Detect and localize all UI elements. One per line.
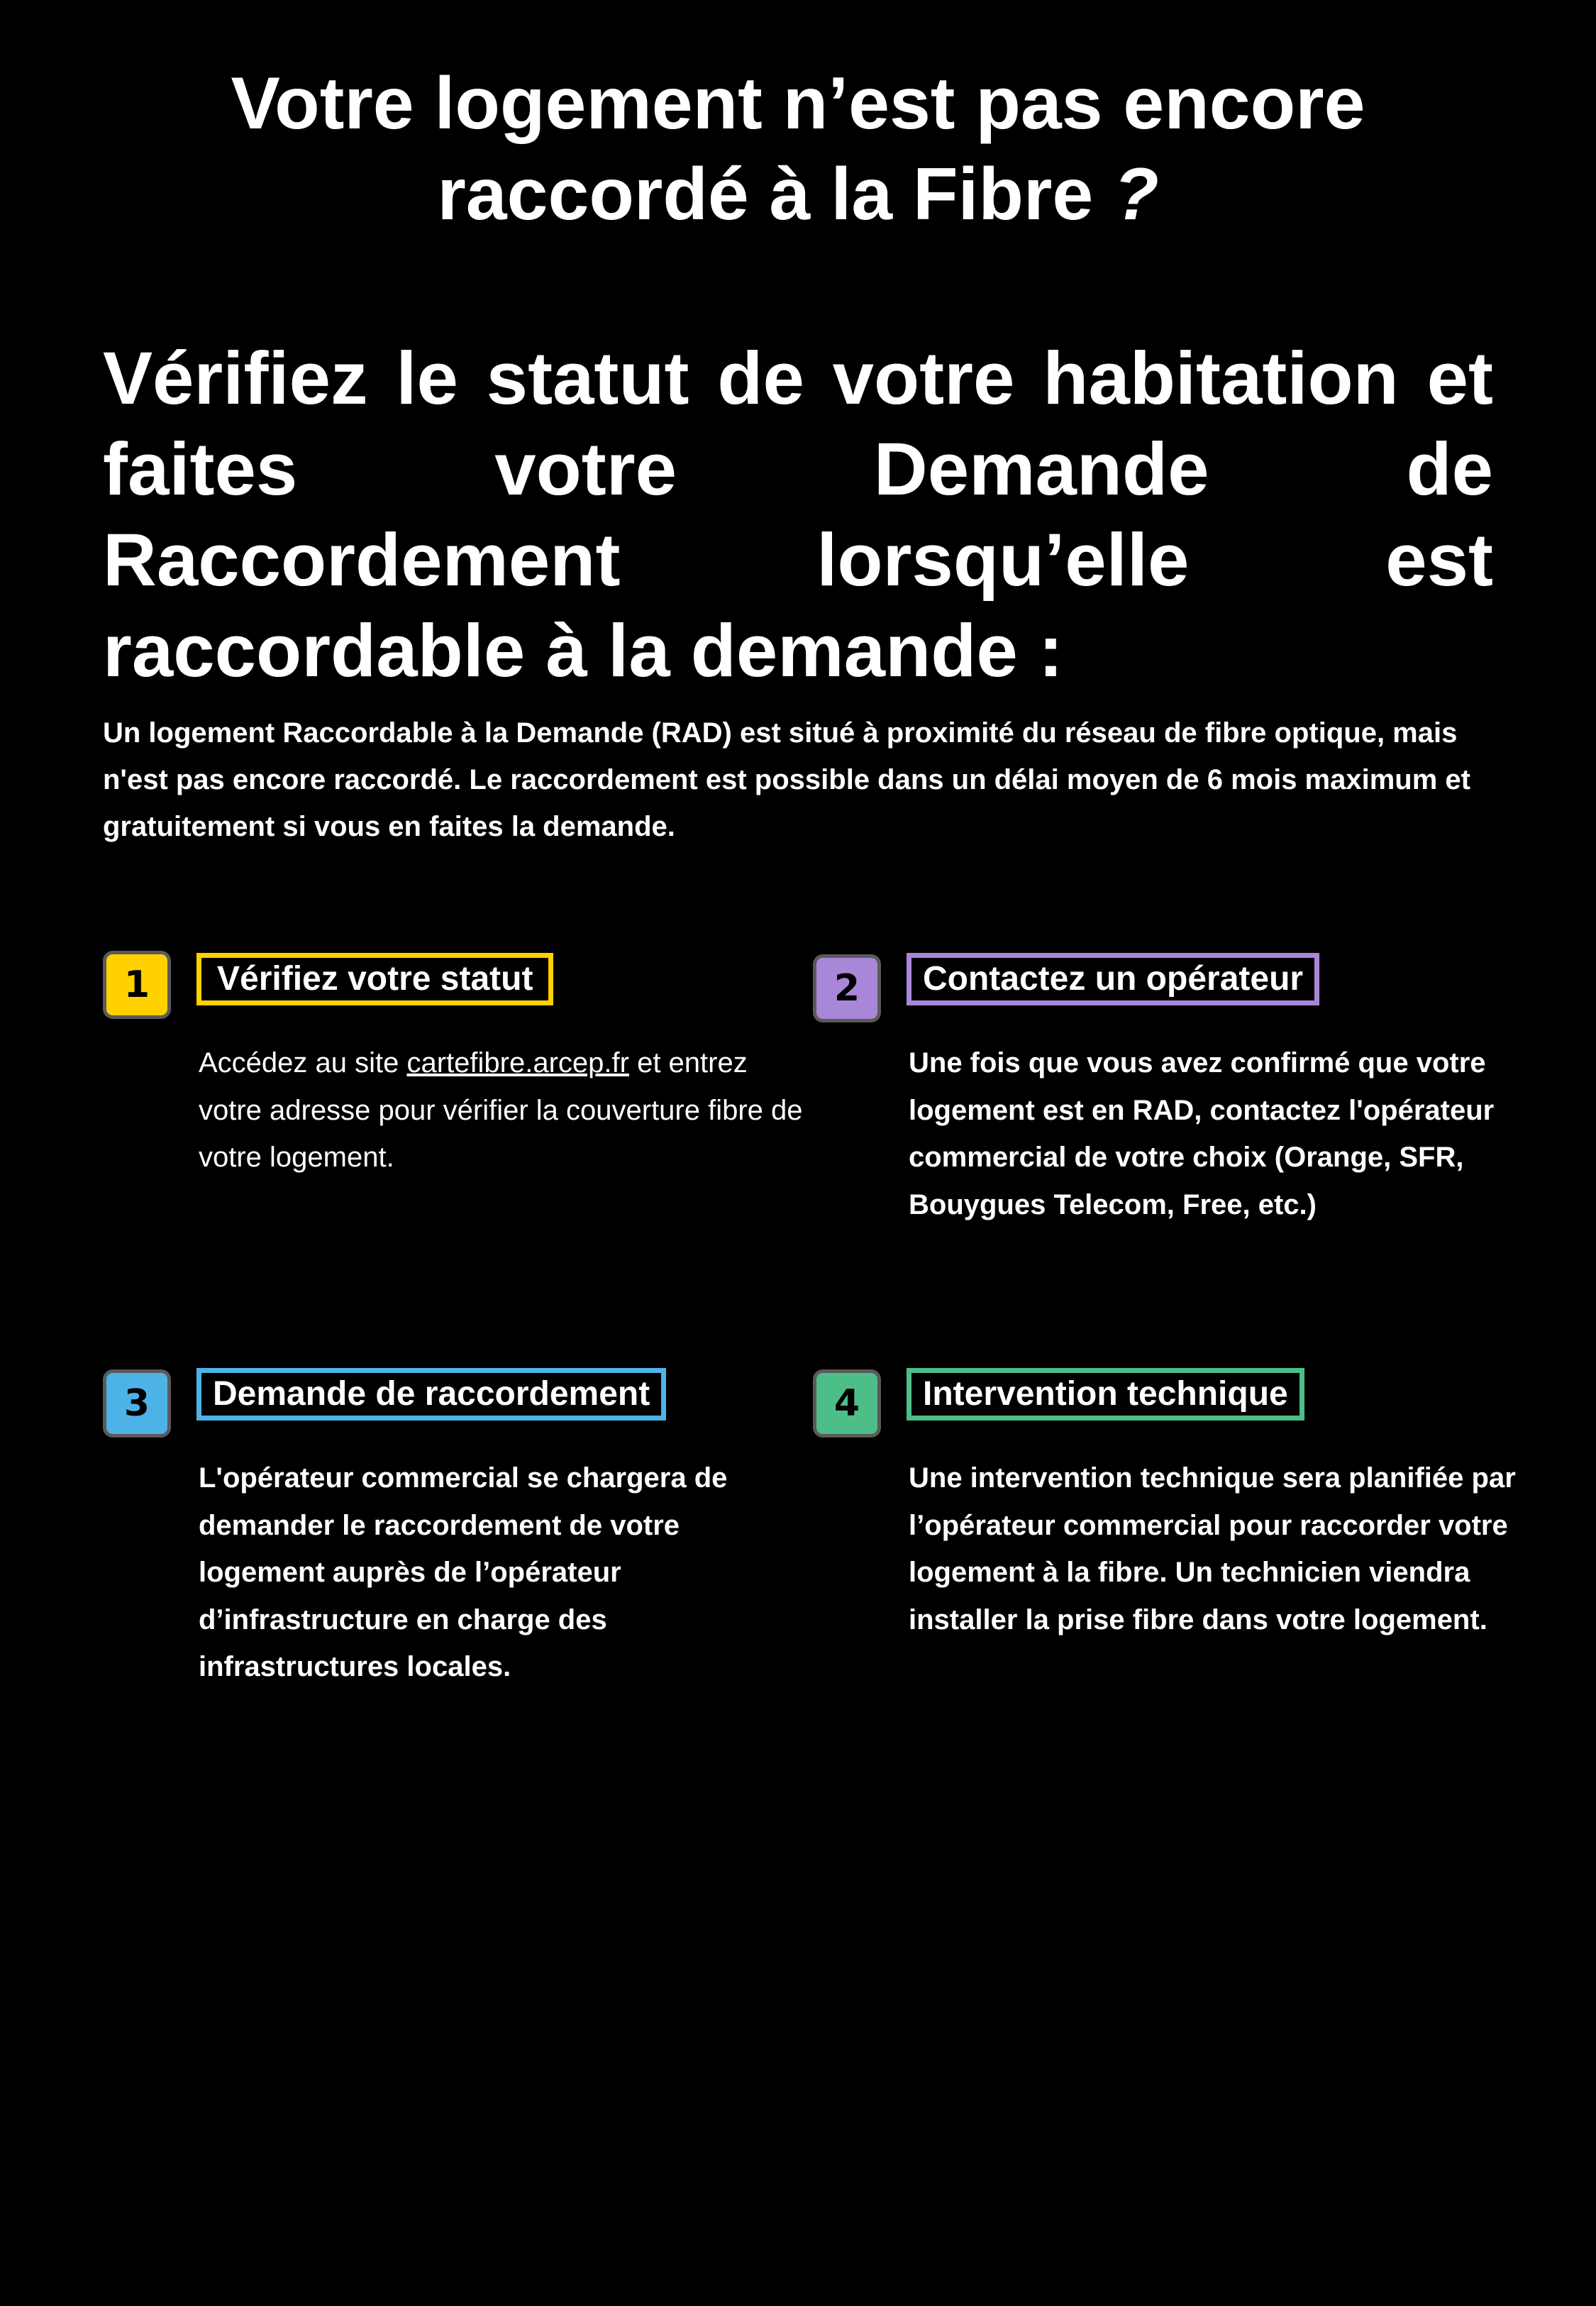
cartefibre-link[interactable]: cartefibre.arcep.fr — [406, 1047, 629, 1078]
step-title: Demande de raccordement — [196, 1368, 666, 1420]
step-description-text-after: et entrez votre adresse pour vérifier la couverture fibre de votre logement. — [199, 1047, 803, 1173]
step-title: Vérifiez votre statut — [196, 953, 553, 1005]
step-description: Une intervention technique sera planifiée par l’opérateur commercial pour raccorder votre logement à la fibre. Un technicien viendra installer la prise fibre dans votre logement. — [909, 1462, 1516, 1635]
section-headline: Vérifiez le statut de votre habitation et faites votre Demande de Raccordement lorsqu’elle est raccordable à la demande : — [103, 337, 1493, 693]
step-number-badge: 1 — [103, 951, 171, 1019]
page-title-line-1: Votre logement n’est pas encore — [231, 62, 1365, 145]
page-title-line-2-text: raccordé à la Fibre — [437, 153, 1094, 236]
step-description: L'opérateur commercial se chargera de demander le raccordement de votre logement auprès de l’opérateur d’infrastructure en charge des infrastructures locales. — [199, 1462, 728, 1682]
step-number-badge: 2 — [813, 954, 881, 1022]
step-title: Intervention technique — [907, 1368, 1304, 1420]
step-description-text-before: Accédez au site — [199, 1047, 407, 1078]
step-number-badge: 3 — [103, 1369, 171, 1438]
step-number-badge: 4 — [813, 1369, 881, 1438]
step-title: Contactez un opérateur — [907, 953, 1319, 1005]
intro-paragraph: Un logement Raccordable à la Demande (RAD) est situé à proximité du réseau de fibre optique, mais n'est pas encore raccordé. Le raccordement est possible dans un délai moyen de 6 mois maximum et gratuitement si vous en faites la demande. — [103, 717, 1470, 842]
step-description: Une fois que vous avez confirmé que votre logement est en RAD, contactez l'opérateur commercial de votre choix (Orange, SFR, Bouygues Telecom, Free, etc.) — [909, 1047, 1495, 1220]
page-title-question-mark: ? — [1114, 153, 1159, 236]
page-title-line-2 — [0, 149, 1596, 240]
step-description — [199, 1039, 809, 1181]
page-title — [0, 58, 1596, 240]
